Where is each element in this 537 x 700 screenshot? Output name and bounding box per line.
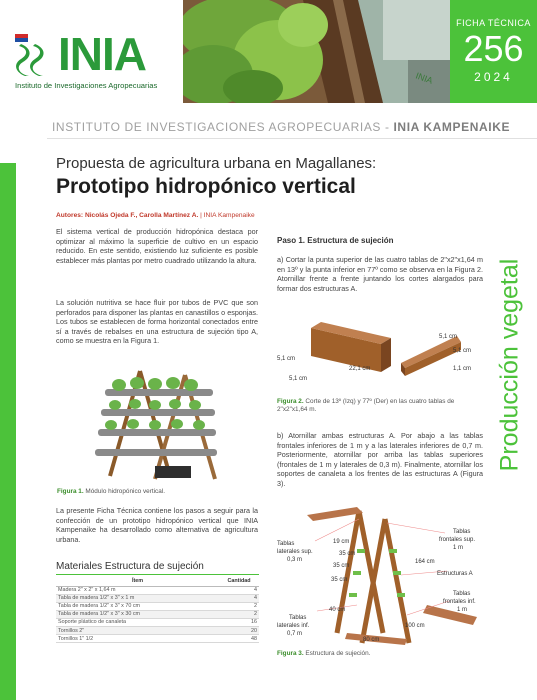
header-photo [183,0,450,103]
fig3-label: 35 cm [339,551,356,557]
fig3-label: frontales inf. [443,599,476,605]
fig3-label: 35 cm [331,577,348,583]
table-row: Madera 2" x 2" x 1,64 m 4 [58,587,257,594]
fact-sheet-number: 256 [463,28,524,69]
logo-area [0,0,183,103]
fig2-label: 5,1 cm [453,348,472,354]
figure-2-wood-cuts [277,318,483,396]
doc-title: Prototipo hidropónico vertical [56,175,356,198]
materials-header-item: Ítem [56,577,219,586]
fig2-label: 5,1 cm [439,334,458,340]
fig3-label: 80 cm [363,637,380,643]
step-1b-text: b) Atornillar ambas estructuras A. Por abajo a las tablas frontales inferiores de 1 m y a las laterales inferiores de 0,7 m. Posteriormente, atornillar por arriba las tablas superiores (frontales de 1 m y laterales de 0,3 m). Finalmente, atornillar los soportes de canaleta a los frentes de las estructuras A (Figura 3). [277,431,483,488]
header [0,0,537,103]
fig3-label: 1 m [457,607,468,613]
institute-center: INIA KAMPENAIKE [393,120,511,134]
fact-sheet-label: FICHA TÉCNICA [456,18,531,28]
institute-band [47,117,537,139]
fig2-label: 5,1 cm [277,356,296,362]
table-row: Tabla de madera 1/2" x 3" x 30 cm 2 [58,611,257,618]
authors-names: Autores: Nicolás Ojeda F., Carolla Martínez A. [56,212,199,219]
institute-name: INSTITUTO DE INVESTIGACIONES AGROPECUARIAS - INIA KAMPENAIKE [52,120,511,134]
materials-table [56,577,259,643]
fig3-label: Tablas [289,615,307,621]
fig3-label: laterales sup. [277,549,313,555]
fig3-label: 0,3 m [287,557,303,563]
intro-paragraph-1: El sistema vertical de producción hidropónica destaca por optimizar al máximo la superficie de cultivo en un espacio reducido. En este sentido, existiendo luz suficiente es posible establecer más plantas por metro cuadrado utilizando la altura. [56,227,258,265]
step-1-title: Paso 1. Estructura de sujeción [277,236,394,245]
fig3-label: 100 cm [405,623,425,629]
fig3-label: 0,7 m [287,631,303,637]
table-row: Tabla de madera 1/2" x 3" x 1 m 4 [58,595,257,602]
left-accent-bar [0,163,16,700]
svg-text:INIA: INIA [414,70,435,86]
fig3-label: Tablas [453,591,471,597]
fig3-label: Tablas [277,541,295,547]
logo-text: INIA [58,28,146,80]
fig3-label: Tablas [453,529,471,535]
figure-3-support-structure [277,505,483,647]
intro-paragraph-3: La presente Ficha Técnica contiene los pasos a seguir para la confección de un prototipo hidropónico vertical que INIA Kampenaike ha desarrollado como alternativa de agricultura urbana. [56,506,258,544]
fig3-label: 40 cm [329,607,346,613]
table-row: Soporte plástico de canaleta 16 [58,619,257,626]
materials-divider [56,574,259,575]
table-row: Tabla de madera 1/2" x 3" x 70 cm 2 [58,603,257,610]
fig3-label: 164 cm [415,559,435,565]
figure-1-hydroponic-module [95,361,225,481]
category-side-label: Producción vegetal [495,258,524,471]
authors [56,212,255,219]
fact-sheet-badge [450,0,537,103]
doc-subtitle: Propuesta de agricultura urbana en Magallanes: [56,155,377,172]
fig3-label: Estructuras A [437,571,473,577]
table-row: Tornillos 2" 20 [58,627,257,634]
step-1a-text: a) Cortar la punta superior de las cuatro tablas de 2"x2"x1,64 m en 13º y la punta inferior en 77º como se observa en la Figura 2. Atornillar frente a frente juntando los cortes alargados para formar dos estructuras A. [277,255,483,293]
figure-2-caption: Figura 2. Corte de 13º (Izq) y 77º (Der) en las cuatro tablas de 2"x2"x1,64 m. [277,398,455,413]
fig3-label: 1 m [453,545,464,551]
logo-subtitle: Instituto de Investigaciones Agropecuarias [15,81,158,90]
fact-sheet-year: 2024 [474,70,513,84]
materials-header-row [56,577,259,586]
materials-title: Materiales Estructura de sujeción [56,561,204,572]
figure-1-caption: Figura 1. Módulo hidropónico vertical. [57,488,165,495]
fig3-label: 19 cm [333,539,350,545]
fig3-label: 35 cm [333,563,350,569]
intro-paragraph-2: La solución nutritiva se hace fluir por tubos de PVC que son perforados para disponer las plantas en canastillos o esponjas. Los tubos se establecen de forma horizontal conectados entre sí a través de rebalses en una estructura de sujeción tipo A, como se muestra en la Figura 1. [56,298,258,346]
fig2-label: 5,1 cm [289,376,308,382]
fig2-label: 1,1 cm [453,366,472,372]
materials-header-qty: Cantidad [219,577,259,586]
fig3-label: laterales inf. [277,623,310,629]
fig3-label: frontales sup. [439,537,476,543]
fig2-label: 22,1 cm [349,366,371,372]
table-row: Tornillos 1" 1/2 48 [58,635,257,642]
inia-logo-icon [15,34,55,76]
authors-institution: | INIA Kampenaike [200,212,255,219]
figure-3-caption: Figura 3. Estructura de sujeción. [277,650,371,657]
